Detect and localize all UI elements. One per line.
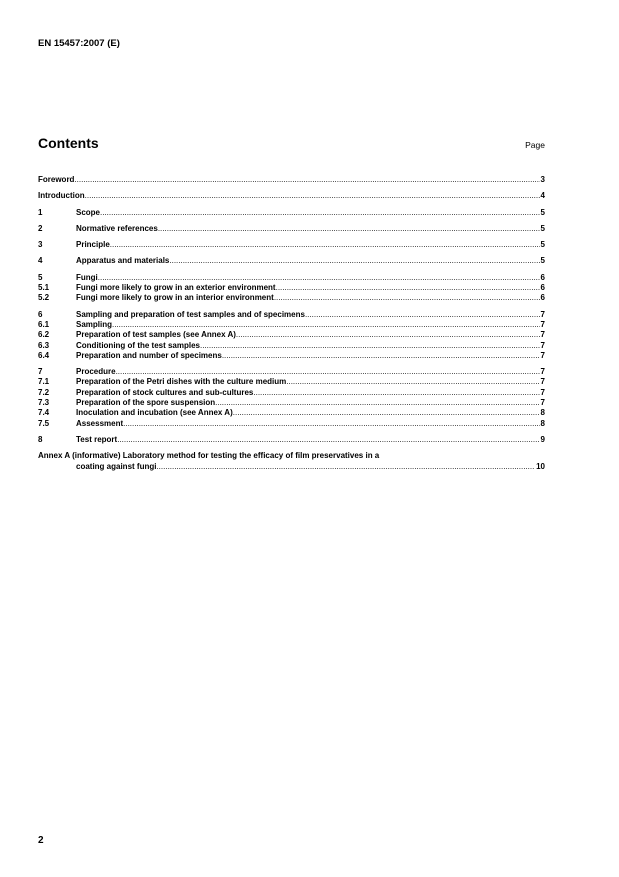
toc-group: [38, 435, 545, 445]
toc-entry-page: 5: [540, 223, 545, 233]
toc-annex-page: 10: [536, 461, 545, 471]
toc-entry-page: 7: [540, 377, 545, 387]
toc-entry-page: 7: [540, 367, 545, 377]
toc-entry[interactable]: [38, 341, 545, 351]
toc-entry[interactable]: [38, 208, 545, 218]
toc-leader-dots: [236, 330, 540, 340]
toc-entry[interactable]: [38, 310, 545, 320]
toc-entry[interactable]: [38, 377, 545, 387]
toc-leader-dots: [74, 175, 539, 185]
toc-entry-number: 3: [38, 240, 43, 250]
toc-leader-dots: [116, 367, 540, 377]
toc-entry-number: 6.3: [38, 340, 50, 350]
toc-entry-page: 6: [540, 293, 545, 303]
toc-entry-number: 6.1: [38, 319, 50, 329]
toc-entry-title: Introduction: [38, 191, 85, 201]
toc-group: [38, 208, 545, 218]
toc-entry-page: 7: [540, 330, 545, 340]
toc-leader-dots: [305, 310, 540, 320]
toc-entry-title: Conditioning of the test samples: [76, 340, 201, 350]
toc-entry-page: 6: [540, 283, 545, 293]
toc-entry[interactable]: [38, 273, 545, 283]
toc-entry-number: 7: [38, 367, 43, 377]
toc-entry-page: 8: [540, 408, 545, 418]
toc-entry-number: 7.4: [38, 408, 50, 418]
toc-leader-dots: [274, 293, 540, 303]
toc-entry[interactable]: [38, 240, 545, 250]
toc-entry-page: 7: [540, 319, 545, 329]
toc-entry[interactable]: [38, 293, 545, 303]
toc-entry-number: 7.3: [38, 398, 50, 408]
toc-entry-page: 7: [540, 387, 545, 397]
toc-entry-title: Apparatus and materials: [76, 256, 170, 266]
toc-entry-number: 8: [38, 434, 43, 444]
toc-annex-title-line1: Annex A (informative) Laboratory method for testing the efficacy of film preservatives in a: [38, 451, 380, 461]
toc-entry[interactable]: [38, 419, 545, 429]
toc-entry[interactable]: [38, 224, 545, 234]
toc-entry-title: Procedure: [76, 367, 116, 377]
toc-group: [38, 256, 545, 266]
toc-entry[interactable]: [38, 191, 545, 201]
page-column-label: Page: [525, 140, 545, 150]
toc-leader-dots: [222, 351, 540, 361]
toc-entry-title: Principle: [76, 240, 110, 250]
toc-leader-dots: [276, 283, 540, 293]
toc-entry-page: 8: [540, 418, 545, 428]
toc-entry-page: 5: [540, 256, 545, 266]
toc-entry-title: Scope: [76, 207, 101, 217]
toc-leader-dots: [117, 435, 539, 445]
toc-entry-number: 5.1: [38, 283, 50, 293]
toc-group: [38, 240, 545, 250]
toc-leader-dots: [215, 398, 539, 408]
toc-leader-dots: [169, 256, 539, 266]
toc-entry-page: 3: [540, 175, 545, 184]
toc-entry-title: Preparation of stock cultures and sub-cultures: [76, 387, 254, 397]
page-number: 2: [38, 835, 44, 846]
toc-annex-entry[interactable]: [38, 451, 545, 472]
toc-entry-title: Preparation of the Petri dishes with the culture medium: [76, 377, 287, 387]
toc-entry-number: 6.4: [38, 350, 50, 360]
toc-leader-dots: [112, 320, 540, 330]
toc-group: [38, 191, 545, 201]
toc-entry-number: 7.1: [38, 377, 50, 387]
toc-leader-dots: [98, 273, 540, 283]
toc-entry-number: 7.2: [38, 387, 50, 397]
toc-entry-page: 5: [540, 207, 545, 217]
toc-entry-number: 6.2: [38, 330, 50, 340]
toc-leader-dots: [156, 462, 535, 472]
toc-leader-dots: [200, 341, 540, 351]
toc-group: [38, 273, 545, 304]
toc-entry-page: 6: [540, 272, 545, 282]
toc-entry[interactable]: [38, 408, 545, 418]
contents-heading: Contents: [38, 135, 99, 151]
toc-entry-title: Fungi more likely to grow in an interior environment: [76, 293, 274, 303]
toc-entry[interactable]: [38, 435, 545, 445]
toc-entry-page: 4: [540, 191, 545, 201]
toc-leader-dots: [158, 224, 540, 234]
toc-leader-dots: [253, 388, 539, 398]
table-of-contents: [38, 175, 545, 478]
toc-leader-dots: [123, 419, 539, 429]
toc-group: [38, 367, 545, 429]
toc-entry-page: 5: [540, 240, 545, 250]
toc-leader-dots: [85, 191, 540, 201]
toc-entry-title: Preparation and number of specimens: [76, 350, 222, 360]
toc-entry[interactable]: [38, 330, 545, 340]
toc-annex-title-line2: coating against fungi: [76, 461, 157, 471]
toc-entry-title: Fungi: [76, 272, 98, 282]
toc-entry-number: 7.5: [38, 418, 50, 428]
toc-entry-title: Sampling and preparation of test samples and of specimens: [76, 309, 305, 319]
toc-entry-number: 4: [38, 256, 43, 266]
toc-group: [38, 175, 545, 185]
toc-entry[interactable]: [38, 398, 545, 408]
toc-entry-number: 2: [38, 223, 43, 233]
toc-entry-page: 7: [540, 309, 545, 319]
toc-leader-dots: [286, 377, 539, 387]
toc-entry-title: Sampling: [76, 319, 113, 329]
toc-entry-title: Preparation of test samples (see Annex A): [76, 330, 236, 340]
toc-leader-dots: [100, 208, 540, 218]
toc-entry[interactable]: [38, 256, 545, 266]
toc-entry-title: Inoculation and incubation (see Annex A): [76, 408, 233, 418]
toc-leader-dots: [110, 240, 540, 250]
toc-entry-page: 7: [540, 350, 545, 360]
document-code: EN 15457:2007 (E): [38, 38, 120, 49]
toc-entry[interactable]: [38, 388, 545, 398]
toc-entry[interactable]: [38, 283, 545, 293]
toc-entry-title: Preparation of the spore suspension: [76, 398, 216, 408]
toc-entry-page: 7: [540, 340, 545, 350]
toc-entry-title: Assessment: [76, 418, 124, 428]
toc-entry-number: 5.2: [38, 293, 50, 303]
toc-entry[interactable]: [38, 367, 545, 377]
toc-entry[interactable]: [38, 351, 545, 361]
toc-entry-number: 5: [38, 272, 43, 282]
toc-leader-dots: [233, 408, 540, 418]
toc-entry-number: 6: [38, 309, 43, 319]
toc-entry-title: Test report: [76, 434, 118, 444]
toc-entry-title: Foreword: [38, 175, 75, 184]
toc-entry-page: 7: [540, 398, 545, 408]
toc-group: [38, 310, 545, 361]
toc-entry-number: 1: [38, 207, 43, 217]
toc-entry-title: Normative references: [76, 223, 158, 233]
toc-group: [38, 224, 545, 234]
toc-entry[interactable]: [38, 175, 545, 185]
toc-entry-title: Fungi more likely to grow in an exterior environment: [76, 283, 276, 293]
toc-entry-page: 9: [540, 434, 545, 444]
toc-entry[interactable]: [38, 320, 545, 330]
